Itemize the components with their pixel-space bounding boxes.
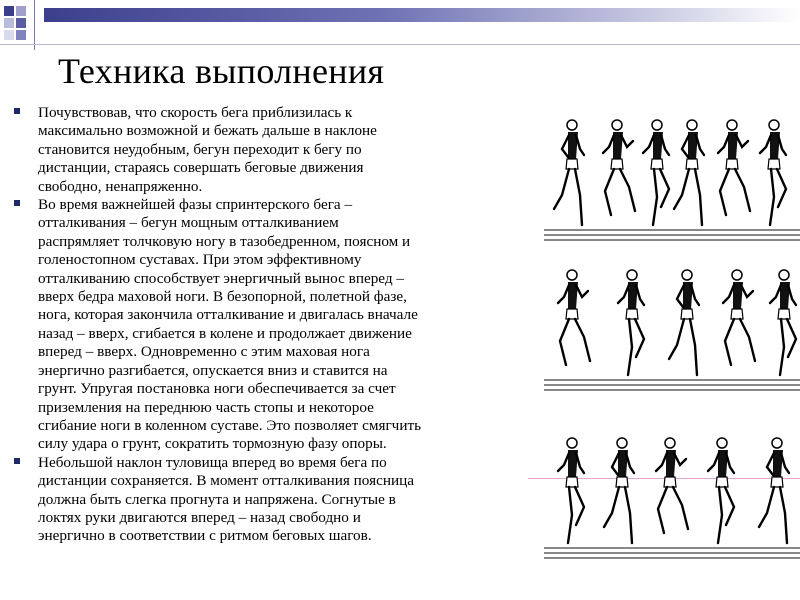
- bullet-paragraph: [14, 104, 544, 196]
- runner-figure: [558, 438, 584, 543]
- header-decoration: [0, 0, 800, 50]
- bullet-line: силу удара о грунт, сократить тормозную фазу опоры.: [38, 435, 387, 453]
- deco-square: [16, 30, 26, 40]
- runner-figure: [643, 120, 669, 225]
- runner-figure: [604, 438, 634, 543]
- bullet-line: локтях руки двигаются вперед – назад свободно и: [38, 508, 361, 526]
- runner-figure: [618, 270, 644, 375]
- bullet-line: энергично в соответствии с ритмом беговых шагов.: [38, 527, 372, 545]
- bullet-line: приземления на переднюю часть стопы и некоторое: [38, 398, 374, 416]
- runner-figure: [669, 270, 699, 375]
- header-gradient-bar: [44, 8, 800, 22]
- bullet-line: должна быть слегка прогнута и напряжена. Согнутые в: [38, 490, 396, 508]
- slide-content: [14, 104, 544, 546]
- deco-square: [4, 30, 14, 40]
- bullet-line: дистанции сохраняется. В момент отталкивания поясница: [38, 472, 414, 490]
- deco-square: [16, 18, 26, 28]
- deco-square: [4, 18, 14, 28]
- runner-figure: [656, 438, 688, 533]
- bullet-line: голеностопном суставах. При этом эффективному: [38, 251, 362, 269]
- bullet-line: грунт. Упругая постановка ноги обеспечивается за счет: [38, 380, 396, 398]
- runner-figure: [760, 120, 786, 225]
- bullet-square-icon: [14, 108, 20, 114]
- runner-figure: [718, 120, 750, 215]
- bullet-line: вперед – вверх. Одновременно с этим маховая нога: [38, 343, 370, 361]
- bullet-paragraph: [14, 196, 544, 454]
- deco-vertical-line: [34, 0, 35, 50]
- bullet-line: отталкивания – бегун мощным отталкиванием: [38, 214, 339, 232]
- deco-square: [16, 6, 26, 16]
- bullet-line: Небольшой наклон туловища вперед во время бега по: [38, 453, 387, 471]
- deco-horizontal-line: [0, 44, 800, 45]
- bullet-line: Почувствовав, что скорость бега приблизилась к: [38, 104, 353, 121]
- runner-figure: [558, 270, 590, 365]
- bullet-line: нога, которая закончила отталкивание и двигалась вначале: [38, 306, 418, 324]
- bullet-line: свободно, ненапряженно.: [38, 177, 203, 195]
- bullet-line: вверх бедра маховой ноги. В безопорной, полетной фазе,: [38, 288, 407, 306]
- bullet-line: сгибание ноги в коленном суставе. Это позволяет смягчить: [38, 416, 422, 434]
- runner-figure: [674, 120, 704, 225]
- bullet-line: назад – вверх, сгибается в колене и продолжает движение: [38, 324, 412, 342]
- bullet-line: максимально возможной и бежать дальше в наклоне: [38, 122, 377, 140]
- bullet-line: становится неудобным, бегун переходит к бегу по: [38, 140, 362, 158]
- deco-square: [4, 6, 14, 16]
- bullet-square-icon: [14, 200, 20, 206]
- bullet-line: дистанции, стараясь совершать беговые движения: [38, 159, 364, 177]
- runner-figure: [759, 438, 789, 543]
- runner-figure: [770, 270, 796, 375]
- bullet-paragraph: [14, 454, 544, 546]
- runner-figure: [603, 120, 635, 215]
- running-phases-figure-icon: [544, 112, 800, 564]
- bullet-square-icon: [14, 458, 20, 464]
- bullet-line: отталкиванию способствует энергичный вынос вперед –: [38, 269, 404, 287]
- bullet-line: Во время важнейшей фазы спринтерского бега –: [38, 196, 353, 214]
- runner-figure: [708, 438, 734, 543]
- bullet-line: энергично разгибается, опускается вниз и ставится на: [38, 361, 388, 379]
- runner-figure: [723, 270, 755, 365]
- runner-figure: [554, 120, 584, 225]
- bullet-line: распрямляет толчковую ногу в тазобедренном, поясном и: [38, 232, 411, 250]
- slide-title: Техника выполнения: [58, 51, 385, 91]
